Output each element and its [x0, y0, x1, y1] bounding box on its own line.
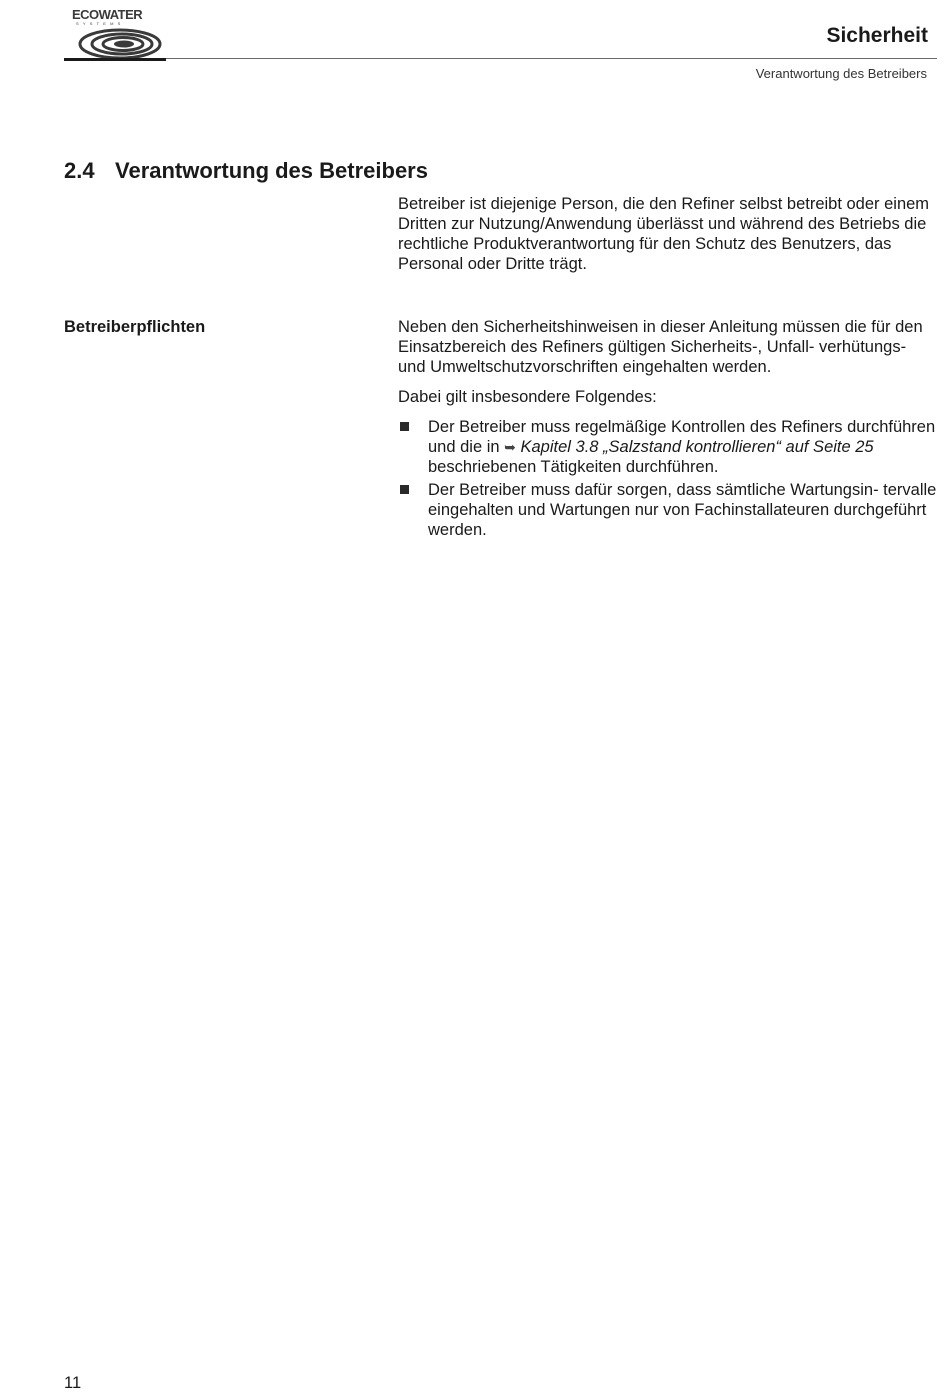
duties-paragraph-2: Dabei gilt insbesondere Folgendes:: [398, 388, 657, 406]
square-bullet-icon: [400, 422, 409, 431]
bullet-1-text-before: Der Betreiber muss regelmäßige Kontrollen des Refiners durchführen und die in: [428, 418, 936, 456]
section-heading: [64, 158, 428, 184]
logo-subtext: SYSTEMS: [76, 21, 125, 26]
intro-paragraph: Betreiber ist diejenige Person, die den Refiner selbst betreibt oder einem Dritten zur Nutzung/Anwendung überlässt und während des Betriebs die rechtliche Produktverantwortung für den Schutz des Benutzers, das Personal oder Dritte trägt.: [398, 195, 930, 273]
cross-reference-arrow-icon: ➥: [504, 439, 516, 455]
ecowater-logo: [72, 8, 168, 60]
logo-swirl-icon: [78, 28, 162, 60]
duties-bullet-list: [398, 417, 938, 540]
bullet-2-text: Der Betreiber muss dafür sorgen, dass sämtliche Wartungsin- tervalle eingehalten und Wartungen nur von Fachinstallateuren durchgeführt werden.: [428, 481, 937, 539]
chapter-cross-reference-link[interactable]: Kapitel 3.8 „Salzstand kontrollieren“ auf Seite 25: [520, 438, 874, 456]
page-number: 11: [64, 1374, 82, 1392]
square-bullet-icon: [400, 485, 409, 494]
intro-text-block: [398, 194, 938, 274]
bullet-1-text-after: beschriebenen Tätigkeiten durchführen.: [428, 458, 719, 476]
duties-label: Betreiberpflichten: [64, 318, 206, 336]
section-number: 2.4: [64, 158, 95, 183]
logo-text: ECOWATER: [72, 7, 143, 22]
duties-text-block: [398, 317, 938, 543]
chapter-title: Sicherheit: [826, 24, 928, 47]
header-divider-accent: [64, 58, 166, 61]
list-item: [398, 480, 938, 540]
list-item: [398, 417, 938, 477]
header-divider: [64, 58, 937, 59]
section-title: Verantwortung des Betreibers: [115, 158, 428, 183]
duties-paragraph-1: Neben den Sicherheitshinweisen in dieser Anleitung müssen die für den Einsatzbereich des Refiners gültigen Sicherheits-, Unfall- verhütungs- und Umweltschutzvorschriften eingehalten werden.: [398, 318, 923, 376]
chapter-subtitle: Verantwortung des Betreibers: [755, 66, 927, 81]
